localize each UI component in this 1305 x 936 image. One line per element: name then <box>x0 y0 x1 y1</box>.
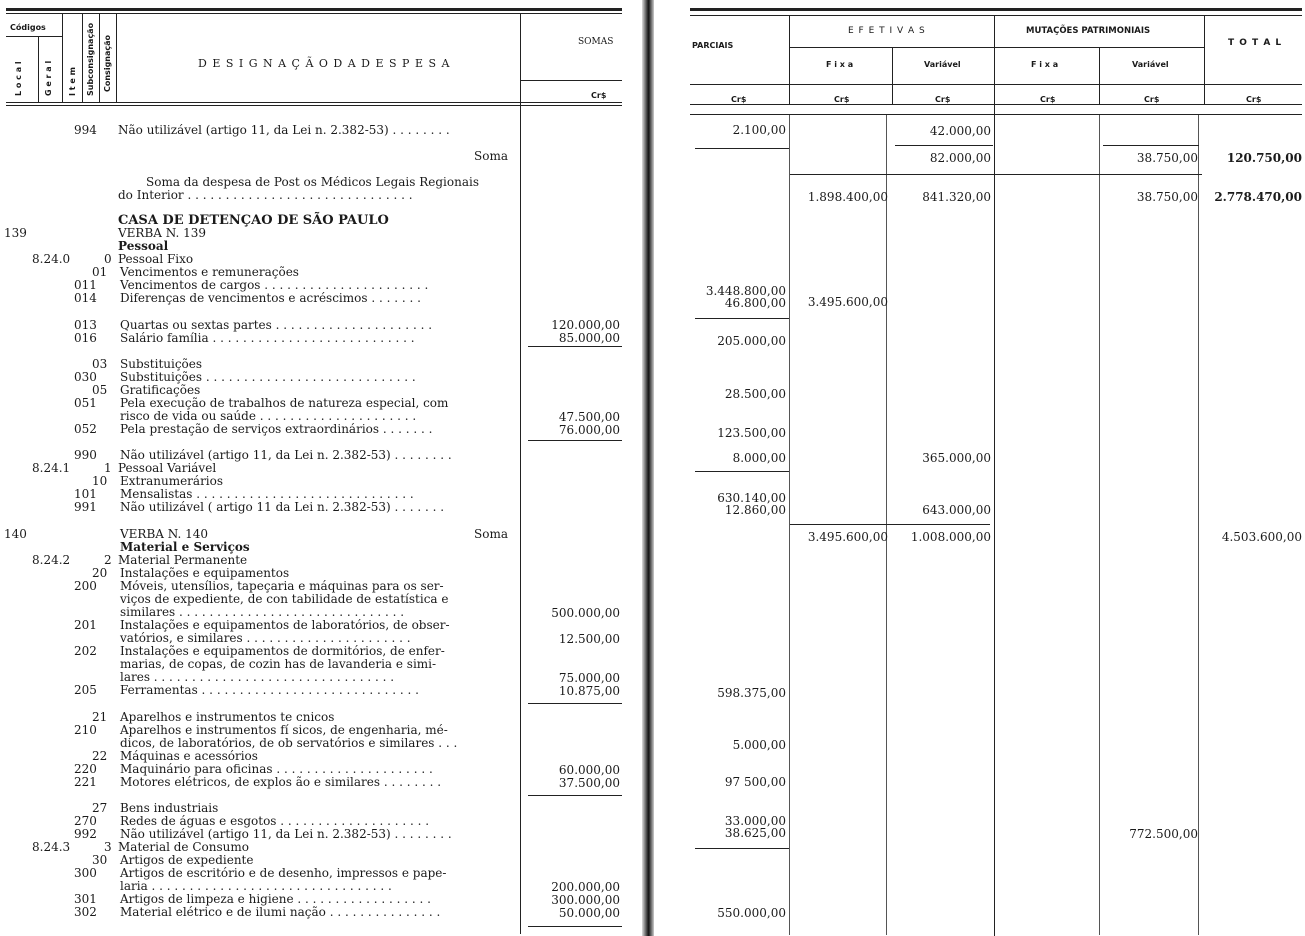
code: 992 <box>74 827 97 841</box>
mutacao-variavel-value: 38.750,00 <box>1136 151 1198 165</box>
col-vline <box>1204 16 1205 104</box>
efetiva-fixa-value: 3.495.600,00 <box>807 295 888 309</box>
row-text: Substituições <box>120 357 203 371</box>
efetiva-fixa-value: 3.495.600,00 <box>807 530 888 544</box>
soma-value: 76.000,00 <box>558 423 620 437</box>
currency-label: Cr$ <box>1246 95 1262 104</box>
col-guide <box>1198 115 1199 935</box>
efetiva-variavel-value: 1.008.000,00 <box>910 530 991 544</box>
parcial-value: 123.500,00 <box>717 426 786 440</box>
top-rule-right <box>690 8 1302 11</box>
row-text: marias, de copas, de cozin has de lavanderia e simi- <box>120 657 437 671</box>
code: 8.24.2 <box>32 553 71 567</box>
code: 205 <box>74 683 97 697</box>
col-geral: G e r a l <box>44 60 53 96</box>
verba-140: VERBA N. 140 <box>120 527 209 541</box>
efetiva-variavel-value: 841.320,00 <box>922 190 991 204</box>
code: 0 <box>104 252 112 266</box>
col-consignacao: Consignação <box>103 34 112 92</box>
row-text: Instalações e equipamentos <box>120 566 290 580</box>
currency-label: Cr$ <box>1144 95 1160 104</box>
header-vline-3 <box>99 14 100 102</box>
row-text: vatórios, e similares . . . . . . . . . . . . . . . . . . . . . . <box>120 631 411 645</box>
row-text: viços de expediente, de con tabilidade de estatística e <box>120 592 449 606</box>
code: 101 <box>74 487 97 501</box>
code: 22 <box>92 749 108 763</box>
efetivas-heading: E F E T I V A S <box>848 26 926 36</box>
parcial-value: 205.000,00 <box>717 334 786 348</box>
soma-value: 120.000,00 <box>551 318 620 332</box>
parcial-value: 3.448.800,00 <box>705 284 786 298</box>
code: 10 <box>92 474 108 488</box>
row-text: Vencimentos de cargos . . . . . . . . . . . . . . . . . . . . . . <box>120 278 429 292</box>
row-text: Bens industriais <box>120 801 219 815</box>
sum-rule <box>895 145 993 146</box>
code: 30 <box>92 853 108 867</box>
soma-value: 47.500,00 <box>558 410 620 424</box>
code: 8.24.0 <box>32 252 71 266</box>
row-text: Instalações e equipamentos de laboratórios, de obser- <box>120 618 450 632</box>
row-text: Substituições . . . . . . . . . . . . . . . . . . . . . . . . . . . . <box>120 370 416 384</box>
row-text: Vencimentos e remunerações <box>120 265 299 279</box>
code: 201 <box>74 618 97 632</box>
code: 2 <box>104 553 112 567</box>
col-vline <box>892 48 893 104</box>
row-text: Soma da despesa de Post os Médicos Legais Regionais <box>146 175 479 189</box>
section-title: CASA DE DETENÇAO DE SÃO PAULO <box>118 213 389 228</box>
code: 013 <box>74 318 97 332</box>
soma-value: 10.875,00 <box>558 684 620 698</box>
code: 202 <box>74 644 97 658</box>
soma-label: Soma <box>474 149 508 163</box>
code: 051 <box>74 396 97 410</box>
col-item: I t e m <box>68 67 77 96</box>
currency-label: Cr$ <box>935 95 951 104</box>
row-text: Material e Serviços <box>120 540 250 554</box>
header-bottom-rule-2 <box>690 114 1302 115</box>
parcial-value: 630.140,00 <box>717 491 786 505</box>
row-text: Motores elétricos, de explos ão e similares . . . . . . . . <box>120 775 442 789</box>
parcial-value: 33.000,00 <box>724 814 786 828</box>
code: 21 <box>92 710 108 724</box>
row-text: Extranumerários <box>120 474 224 488</box>
sum-rule <box>790 174 1202 175</box>
parcial-value: 2.100,00 <box>732 123 786 137</box>
variavel-heading: Variável <box>1132 60 1169 69</box>
row-text: Aparelhos e instrumentos fí sicos, de engenharia, mé- <box>120 723 448 737</box>
row-text: Salário família . . . . . . . . . . . . . . . . . . . . . . . . . . . <box>120 331 415 345</box>
currency-label: Cr$ <box>731 95 747 104</box>
code-139: 139 <box>4 226 27 240</box>
sum-rule <box>790 524 990 525</box>
top-rule <box>6 8 622 11</box>
sum-rule <box>695 318 789 319</box>
row-text: risco de vida ou saúde . . . . . . . . . . . . . . . . . . . . . <box>120 409 417 423</box>
soma-value: 37.500,00 <box>558 776 620 790</box>
parcial-value: 28.500,00 <box>724 387 786 401</box>
row-text: Pessoal Variável <box>118 461 217 475</box>
code: 052 <box>74 422 97 436</box>
row-text: Redes de águas e esgotos . . . . . . . . . . . . . . . . . . . . <box>120 814 430 828</box>
row-text: Mensalistas . . . . . . . . . . . . . . . . . . . . . . . . . . . . . <box>120 487 414 501</box>
code: 301 <box>74 892 97 906</box>
row-text: Não utilizável ( artigo 11 da Lei n. 2.382-53) . . . . . . . <box>120 500 445 514</box>
somas-header-rule <box>521 80 622 81</box>
code: 200 <box>74 579 97 593</box>
col-guide <box>789 115 790 935</box>
parcial-value: 598.375,00 <box>717 686 786 700</box>
row-text: Pela prestação de serviços extraordinários . . . . . . . <box>120 422 433 436</box>
header-vline-0 <box>38 37 39 102</box>
code-140: 140 <box>4 527 27 541</box>
efetiva-variavel-value: 365.000,00 <box>922 451 991 465</box>
row-text: Artigos de expediente <box>120 853 254 867</box>
row-text: do Interior . . . . . . . . . . . . . . . . . . . . . . . . . . . . . . <box>118 188 413 202</box>
code: 3 <box>104 840 112 854</box>
parcial-value: 46.800,00 <box>724 296 786 310</box>
row-text: Quartas ou sextas partes . . . . . . . . . . . . . . . . . . . . . <box>120 318 433 332</box>
soma-value: 50.000,00 <box>558 906 620 920</box>
row-text: Móveis, utensílios, tapeçaria e máquinas para os ser- <box>120 579 444 593</box>
page-gutter <box>642 0 654 936</box>
soma-value: 12.500,00 <box>558 632 620 646</box>
header-vline-1 <box>62 14 63 102</box>
row-text: Material Permanente <box>118 553 248 567</box>
code: 016 <box>74 331 97 345</box>
verba-139: VERBA N. 139 <box>118 226 207 240</box>
row-text: Pessoal Fixo <box>118 252 194 266</box>
code: 1 <box>104 461 112 475</box>
code: 991 <box>74 500 97 514</box>
parciais-heading: PARCIAIS <box>692 41 734 50</box>
efetiva-variavel-value: 643.000,00 <box>922 503 991 517</box>
code: 03 <box>92 357 108 371</box>
somas-heading: SOMAS <box>578 37 614 47</box>
fixa-heading: F i x a <box>1031 60 1059 69</box>
efetiva-variavel-value: 82.000,00 <box>929 151 991 165</box>
row-text: Aparelhos e instrumentos te cnicos <box>120 710 335 724</box>
col-guide <box>886 115 887 935</box>
sum-rule <box>1103 145 1199 146</box>
code: 302 <box>74 905 97 919</box>
parcial-value: 12.860,00 <box>724 503 786 517</box>
code: 221 <box>74 775 97 789</box>
row-text: Máquinas e acessórios <box>120 749 258 763</box>
sum-rule <box>528 926 622 927</box>
header-bottom-rule <box>6 102 622 103</box>
codigos-rule <box>6 36 62 37</box>
row-text: Diferenças de vencimentos e acréscimos . . . . . . . <box>120 291 421 305</box>
row-text: laria . . . . . . . . . . . . . . . . . . . . . . . . . . . . . . . . <box>120 879 392 893</box>
efetiva-fixa-value: 1.898.400,00 <box>807 190 888 204</box>
sum-rule <box>528 703 622 704</box>
header-mid-rule <box>790 47 1204 48</box>
row-text: Material elétrico e de ilumi nação . . . . . . . . . . . . . . . <box>120 905 441 919</box>
soma-value: 75.000,00 <box>558 671 620 685</box>
soma-value: 85.000,00 <box>558 331 620 345</box>
currency-label: Cr$ <box>1040 95 1056 104</box>
code: 8.24.1 <box>32 461 71 475</box>
col-local: L o c a l <box>14 61 23 96</box>
row-text: Ferramentas . . . . . . . . . . . . . . . . . . . . . . . . . . . . . <box>120 683 419 697</box>
mutacao-variavel-value: 772.500,00 <box>1129 827 1198 841</box>
total-value: 4.503.600,00 <box>1221 530 1302 544</box>
code: 300 <box>74 866 97 880</box>
row-text: Pessoal <box>118 239 169 253</box>
efetiva-variavel-value: 42.000,00 <box>929 124 991 138</box>
code: 20 <box>92 566 108 580</box>
parcial-value: 550.000,00 <box>717 906 786 920</box>
sum-rule <box>695 471 789 472</box>
sum-rule <box>528 795 622 796</box>
row-text: Não utilizável (artigo 11, da Lei n. 2.382-53) . . . . . . . . <box>120 827 452 841</box>
row-text: similares . . . . . . . . . . . . . . . . . . . . . . . . . . . . . . <box>120 605 405 619</box>
currency-label: Cr$ <box>834 95 850 104</box>
codigos-label: Códigos <box>10 23 46 32</box>
header-bottom-rule <box>690 104 1302 105</box>
code: 220 <box>74 762 97 776</box>
row-text: Gratificações <box>120 383 201 397</box>
soma-value: 300.000,00 <box>551 893 620 907</box>
row-text: Não utilizável (artigo 11, da Lei n. 2.382-53) . . . . . . . . <box>118 123 450 137</box>
row-text: Pela execução de trabalhos de natureza especial, com <box>120 396 449 410</box>
soma-value: 60.000,00 <box>558 763 620 777</box>
designacao-heading: D E S I G N A Ç Ã O D A D E S P E S A <box>198 57 451 70</box>
code: 014 <box>74 291 97 305</box>
code: 270 <box>74 814 97 828</box>
code: 210 <box>74 723 97 737</box>
col-guide <box>1099 115 1100 935</box>
top-rule-right-thin <box>690 15 1302 16</box>
mutacoes-heading: MUTAÇÕES PATRIMONIAIS <box>1026 26 1151 36</box>
row-text: Maquinário para oficinas . . . . . . . . . . . . . . . . . . . . . <box>120 762 433 776</box>
header-vline-4 <box>116 14 117 102</box>
row-text: Artigos de escritório e de desenho, impressos e pape- <box>120 866 447 880</box>
code: 990 <box>74 448 97 462</box>
somas-currency: Cr$ <box>591 91 607 100</box>
code: 030 <box>74 370 97 384</box>
soma-value: 500.000,00 <box>551 606 620 620</box>
code: 8.24.3 <box>32 840 71 854</box>
variavel-heading: Variável <box>924 60 961 69</box>
code-994: 994 <box>74 123 97 137</box>
sum-rule <box>695 148 789 149</box>
header-vline-2 <box>82 14 83 102</box>
total-heading: T O T A L <box>1228 38 1283 48</box>
total-value: 2.778.470,00 <box>1214 190 1302 204</box>
code: 011 <box>74 278 97 292</box>
code: 01 <box>92 265 108 279</box>
mutacao-variavel-value: 38.750,00 <box>1136 190 1198 204</box>
code: 27 <box>92 801 108 815</box>
parcial-value: 8.000,00 <box>732 451 786 465</box>
parcial-value: 97 500,00 <box>724 775 786 789</box>
col-vline <box>789 16 790 104</box>
row-text: dicos, de laboratórios, de ob servatórios e similares . . . <box>120 736 458 750</box>
code: 05 <box>92 383 108 397</box>
row-text: Não utilizável (artigo 11, da Lei n. 2.382-53) . . . . . . . . <box>120 448 452 462</box>
row-text: Material de Consumo <box>118 840 249 854</box>
sum-rule <box>528 346 622 347</box>
parcial-value: 5.000,00 <box>732 738 786 752</box>
header-cr-rule <box>690 84 1302 85</box>
header-bottom-rule-2 <box>6 105 622 106</box>
soma-label: Soma <box>474 527 508 541</box>
row-text: Artigos de limpeza e higiene . . . . . . . . . . . . . . . . . . <box>120 892 431 906</box>
fixa-heading: F i x a <box>826 60 854 69</box>
sum-rule <box>695 848 789 849</box>
col-vline <box>994 16 995 936</box>
total-value: 120.750,00 <box>1226 151 1302 165</box>
sum-rule <box>528 440 622 441</box>
row-text: Instalações e equipamentos de dormitórios, de enfer- <box>120 644 445 658</box>
row-text: lares . . . . . . . . . . . . . . . . . . . . . . . . . . . . . . . . <box>120 670 395 684</box>
col-subconsignacao: Subconsignação <box>86 22 95 96</box>
col-vline <box>1099 48 1100 104</box>
somas-vline <box>520 14 521 934</box>
parcial-value: 38.625,00 <box>724 826 786 840</box>
soma-value: 200.000,00 <box>551 880 620 894</box>
